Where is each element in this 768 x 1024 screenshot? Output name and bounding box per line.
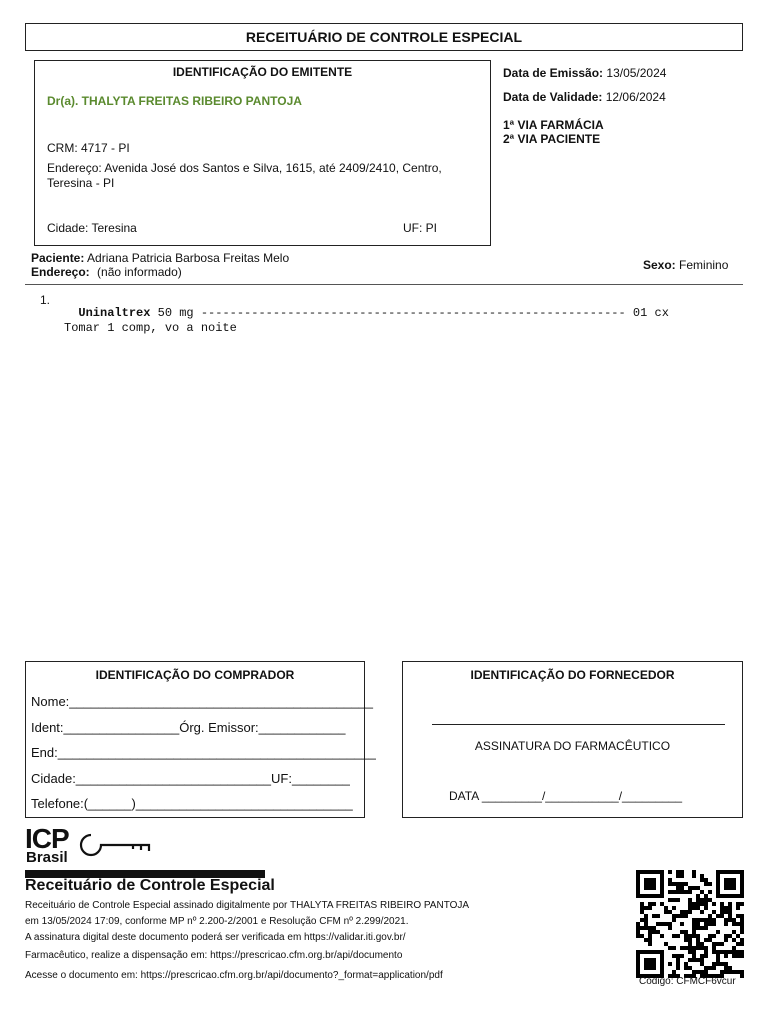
validity-date-label: Data de Validade: bbox=[503, 90, 603, 104]
patient-address-value: (não informado) bbox=[97, 265, 182, 279]
footer-line-2: em 13/05/2024 17:09, conforme MP nº 2.200-2/2001 e Resolução CFM nº 2.299/2021. bbox=[25, 916, 409, 927]
prescription-item bbox=[64, 292, 669, 320]
validity-date-value: 12/06/2024 bbox=[605, 90, 666, 104]
footer-line-5: Acesse o documento em: https://prescricao.cfm.org.br/api/documento?_format=application/pdf bbox=[25, 970, 443, 981]
emission-date-label: Data de Emissão: bbox=[503, 66, 604, 80]
signature-label: ASSINATURA DO FARMACÊUTICO bbox=[474, 739, 671, 753]
emitente-box bbox=[34, 60, 491, 246]
patient-sex-value: Feminino bbox=[679, 258, 729, 272]
footer-line-1: Receituário de Controle Especial assinado digitalmente por THALYTA FREITAS RIBEIRO PANTOJA bbox=[25, 900, 470, 911]
comprador-nome: Nome:__________________________________________ bbox=[31, 694, 373, 709]
via-paciente: 2ª VIA PACIENTE bbox=[503, 132, 601, 146]
separator-line bbox=[25, 284, 743, 285]
patient-address bbox=[31, 265, 182, 279]
drug-instructions: Tomar 1 comp, vo a noite bbox=[64, 321, 237, 335]
dash-leader: ----------------------------------------------------------- bbox=[200, 306, 626, 320]
emission-date bbox=[503, 66, 666, 80]
patient-sex bbox=[643, 258, 728, 272]
city: Cidade: Teresina bbox=[47, 221, 137, 235]
emitente-heading: IDENTIFICAÇÃO DO EMITENTE bbox=[172, 65, 353, 79]
fornecedor-heading: IDENTIFICAÇÃO DO FORNECEDOR bbox=[470, 668, 675, 682]
key-icon bbox=[77, 831, 155, 859]
signature-line bbox=[432, 724, 725, 725]
uf: UF: PI bbox=[403, 221, 438, 235]
emission-date-value: 13/05/2024 bbox=[606, 66, 667, 80]
footer-line-4: Farmacêutico, realize a dispensação em: https://prescricao.cfm.org.br/api/documento bbox=[25, 950, 403, 961]
codigo-label: Código: CFMCF6vcur bbox=[639, 976, 736, 987]
drug-quantity: 01 cx bbox=[632, 306, 669, 320]
drug-dose: 50 mg bbox=[157, 306, 194, 320]
drug-name: Uninaltrex bbox=[78, 306, 151, 320]
fornecedor-box bbox=[402, 661, 743, 818]
comprador-telefone: Telefone:(______)______________________________ bbox=[31, 796, 353, 811]
address-line-2: Teresina - PI bbox=[47, 176, 115, 190]
validity-date bbox=[503, 90, 666, 104]
patient-name-label: Paciente: bbox=[31, 251, 85, 265]
doctor-name: Dr(a). THALYTA FREITAS RIBEIRO PANTOJA bbox=[47, 94, 302, 108]
icp-logo-text: ICP bbox=[25, 823, 69, 854]
icp-brasil-logo bbox=[25, 823, 135, 869]
document-title: RECEITUÁRIO DE CONTROLE ESPECIAL bbox=[245, 29, 523, 45]
qr-code-icon bbox=[636, 870, 744, 978]
address-line-1: Endereço: Avenida José dos Santos e Silva, 1615, até 2409/2410, Centro, bbox=[47, 161, 442, 175]
comprador-end: End:____________________________________________ bbox=[31, 745, 376, 760]
patient-name bbox=[31, 251, 289, 265]
comprador-cidade: Cidade:___________________________UF:________ bbox=[31, 771, 350, 786]
fornecedor-date: DATA _________/___________/_________ bbox=[449, 789, 683, 803]
comprador-box bbox=[25, 661, 376, 818]
document-title-box bbox=[25, 23, 743, 51]
brasil-logo-text: Brasil bbox=[26, 849, 68, 866]
comprador-heading: IDENTIFICAÇÃO DO COMPRADOR bbox=[95, 668, 295, 682]
patient-sex-label: Sexo: bbox=[643, 258, 676, 272]
footer-line-3: A assinatura digital deste documento poderá ser verificada em https://validar.iti.gov.br/ bbox=[25, 932, 406, 943]
crm: CRM: 4717 - PI bbox=[47, 141, 130, 155]
prescription-item-number: 1. bbox=[40, 293, 51, 307]
patient-name-value: Adriana Patricia Barbosa Freitas Melo bbox=[87, 251, 290, 265]
footer-title: Receituário de Controle Especial bbox=[25, 877, 275, 894]
via-farmacia: 1ª VIA FARMÁCIA bbox=[503, 118, 604, 132]
comprador-ident: Ident:________________Órg. Emissor:____________ bbox=[31, 720, 346, 735]
patient-address-label: Endereço: bbox=[31, 265, 90, 279]
